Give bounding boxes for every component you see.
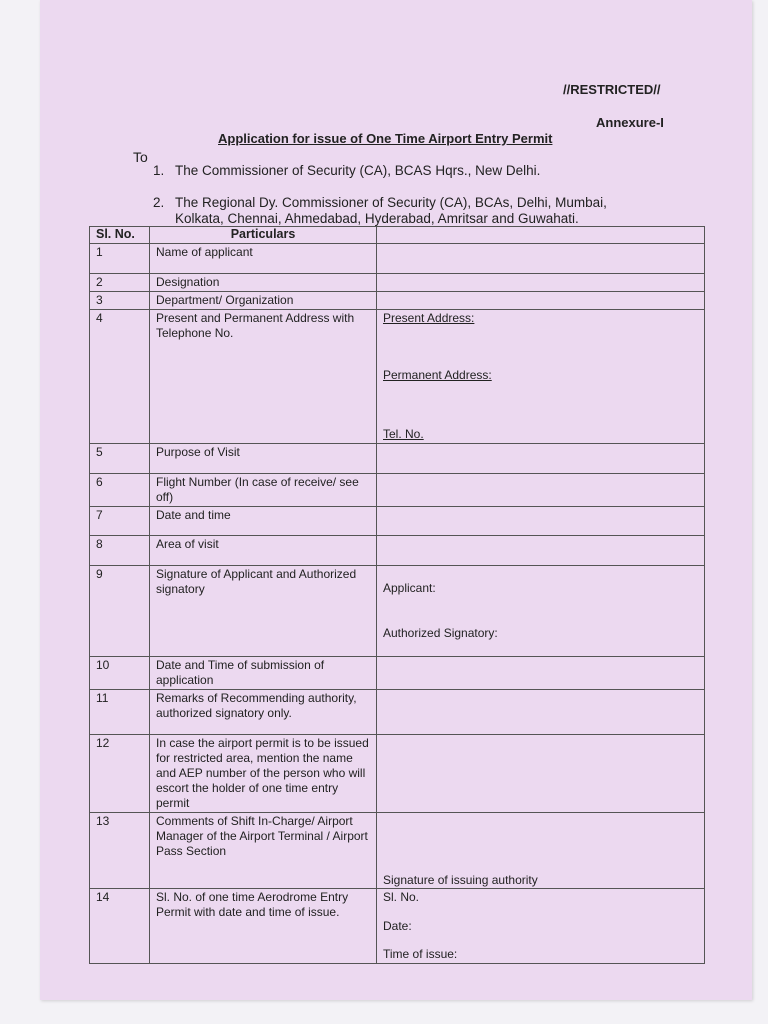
row-particular: Name of applicant: [150, 244, 377, 274]
applicant-signature-label: Applicant:: [383, 581, 436, 595]
table-header-row: [90, 227, 705, 244]
row-number: 14: [90, 889, 150, 964]
row-entry-cell[interactable]: [377, 813, 705, 889]
restricted-label: //RESTRICTED//: [563, 82, 661, 97]
row-particular: Department/ Organization: [150, 292, 377, 310]
row-entry-cell[interactable]: [377, 244, 705, 274]
row-entry-cell[interactable]: [377, 507, 705, 536]
permit-form-table: [89, 226, 705, 964]
time-of-issue-label: Time of issue:: [383, 947, 458, 961]
row-number: 10: [90, 657, 150, 690]
table-row: [90, 310, 705, 444]
row-entry-cell[interactable]: [377, 536, 705, 566]
document-title: Application for issue of One Time Airport Entry Permit: [218, 131, 553, 146]
table-row: [90, 889, 705, 964]
row-particular: Date and time: [150, 507, 377, 536]
addressee-number: 2.: [153, 195, 165, 210]
row-particular: Date and Time of submission of application: [150, 657, 377, 690]
table-row: [90, 244, 705, 274]
table-row: [90, 566, 705, 657]
addressee-1: [153, 163, 540, 179]
present-address-label: Present Address:: [383, 311, 475, 325]
addressee-text: The Regional Dy. Commissioner of Security (CA), BCAs, Delhi, Mumbai,: [175, 195, 607, 210]
issuing-authority-signature-label: Signature of issuing authority: [383, 873, 538, 887]
row-entry-cell[interactable]: [377, 444, 705, 474]
header-sl-no: Sl. No.: [90, 227, 150, 244]
table-row: [90, 474, 705, 507]
row-number: 11: [90, 690, 150, 735]
row-number: 8: [90, 536, 150, 566]
row-particular: In case the airport permit is to be issued for restricted area, mention the name and AEP number of the person who will escort the holder of one time entry permit: [150, 735, 377, 813]
row-entry-cell[interactable]: [377, 889, 705, 964]
row-particular: Signature of Applicant and Authorized signatory: [150, 566, 377, 657]
date-label: Date:: [383, 919, 412, 933]
table-row: [90, 536, 705, 566]
row-particular: Remarks of Recommending authority, authorized signatory only.: [150, 690, 377, 735]
row-number: 1: [90, 244, 150, 274]
table-row: [90, 813, 705, 889]
row-entry-cell[interactable]: [377, 310, 705, 444]
row-entry-cell[interactable]: [377, 274, 705, 292]
row-particular: Flight Number (In case of receive/ see off): [150, 474, 377, 507]
row-number: 3: [90, 292, 150, 310]
row-particular: Comments of Shift In-Charge/ Airport Manager of the Airport Terminal / Airport Pass Section: [150, 813, 377, 889]
permanent-address-label: Permanent Address:: [383, 368, 492, 382]
row-particular: Sl. No. of one time Aerodrome Entry Permit with date and time of issue.: [150, 889, 377, 964]
row-number: 9: [90, 566, 150, 657]
authorized-signatory-label: Authorized Signatory:: [383, 626, 498, 640]
row-number: 5: [90, 444, 150, 474]
row-number: 7: [90, 507, 150, 536]
table-row: [90, 690, 705, 735]
row-particular: Area of visit: [150, 536, 377, 566]
row-entry-cell[interactable]: [377, 690, 705, 735]
to-label: To: [133, 149, 148, 165]
addressee-2: [153, 195, 673, 227]
addressee-text-continued: Kolkata, Chennai, Ahmedabad, Hyderabad, Amritsar and Guwahati.: [175, 211, 579, 226]
row-entry-cell[interactable]: [377, 735, 705, 813]
row-entry-cell[interactable]: [377, 657, 705, 690]
row-number: 4: [90, 310, 150, 444]
row-entry-cell[interactable]: [377, 292, 705, 310]
table-row: [90, 444, 705, 474]
permit-sl-no-label: Sl. No.: [383, 890, 420, 904]
row-number: 6: [90, 474, 150, 507]
annexure-label: Annexure-I: [596, 115, 664, 130]
row-number: 2: [90, 274, 150, 292]
row-entry-cell[interactable]: [377, 474, 705, 507]
row-number: 12: [90, 735, 150, 813]
header-blank: [377, 227, 705, 244]
table-row: [90, 274, 705, 292]
addressee-number: 1.: [153, 163, 165, 178]
addressee-text: The Commissioner of Security (CA), BCAS Hqrs., New Delhi.: [175, 163, 541, 178]
row-entry-cell[interactable]: [377, 566, 705, 657]
row-particular: Purpose of Visit: [150, 444, 377, 474]
table-row: [90, 735, 705, 813]
table-row: [90, 292, 705, 310]
row-particular: Present and Permanent Address with Telephone No.: [150, 310, 377, 444]
tel-no-label: Tel. No.: [383, 427, 424, 441]
row-number: 13: [90, 813, 150, 889]
header-particulars: Particulars: [150, 227, 377, 244]
table-row: [90, 657, 705, 690]
table-row: [90, 507, 705, 536]
row-particular: Designation: [150, 274, 377, 292]
